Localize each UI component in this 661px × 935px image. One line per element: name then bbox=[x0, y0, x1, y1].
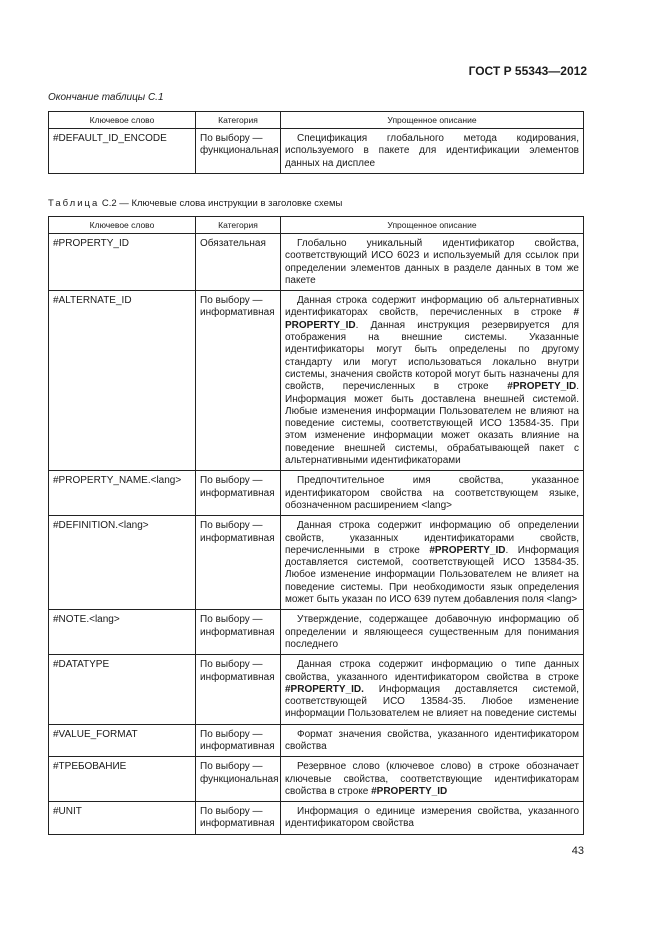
description-cell bbox=[281, 291, 584, 471]
description-bold-text: #PROPERTY_ID bbox=[371, 785, 448, 797]
category-cell: По выбору — функциональная bbox=[196, 129, 281, 174]
description-cell bbox=[281, 610, 584, 655]
column-header-category: Категория bbox=[196, 112, 281, 129]
description-text: Данная строка содержит информацию об альтернативных идентификаторах свойств, перечисленных в строке bbox=[285, 295, 579, 319]
description-cell bbox=[281, 516, 584, 610]
description-text: . Данная инструкция резервируется для отображения на внешние системы. Указанные идентификаторы могут быть определены по другому стандарту или могут использоваться локально внутри системы, значения свойств которой могут быть назначены для свойств, перечисленных в строке bbox=[285, 319, 579, 393]
category-cell: По выбору — информативная bbox=[196, 655, 281, 724]
category-cell: Обязательная bbox=[196, 234, 281, 291]
description-text: Предпочтительное имя свойства, указанное идентификатором свойства на соответствующем языке, обозначенном расширением <lang> bbox=[285, 475, 579, 511]
table-row bbox=[49, 610, 584, 655]
category-cell: По выбору — информативная bbox=[196, 291, 281, 471]
keyword-cell: #DATATYPE bbox=[49, 655, 196, 724]
table1-caption: Окончание таблицы С.1 bbox=[48, 92, 164, 103]
description-bold-text: #PROPERTY_ID bbox=[429, 544, 506, 556]
category-cell: По выбору — информативная bbox=[196, 802, 281, 835]
category-cell: По выбору — информативная bbox=[196, 471, 281, 516]
description-text: Данная строка содержит информацию о типе данных свойства, указанного идентификатором свойства в строке bbox=[285, 659, 579, 683]
table-row bbox=[49, 516, 584, 610]
table-row bbox=[49, 802, 584, 835]
keywords-table-1 bbox=[48, 111, 584, 174]
table-row bbox=[49, 471, 584, 516]
description-bold-text: # PROPERTY_ID bbox=[285, 307, 579, 331]
description-text: . Информация доставляется системой, соответствующей ИСО 13584-35. Любое изменение информации Пользователем не влияет на поведение системы. При необходимости язык определения может быть указан по ИСО 639 путем добавления поля <lang> bbox=[285, 544, 579, 606]
document-id: ГОСТ Р 55343—2012 bbox=[468, 64, 587, 78]
description-text: Утверждение, содержащее добавочную информацию об определении и являющееся существенным для понимания последнего bbox=[285, 614, 579, 650]
table-row bbox=[49, 757, 584, 802]
keywords-table-2 bbox=[48, 216, 584, 835]
description-cell bbox=[281, 129, 584, 174]
category-cell: По выбору — функциональная bbox=[196, 757, 281, 802]
description-text: Спецификация глобального метода кодирования, используемого в пакете для идентификации элементов данных на дисплее bbox=[285, 133, 579, 169]
description-text: Данная строка содержит информацию об определении свойств, указанных идентификаторами свойств, перечисленными в строке bbox=[285, 520, 579, 556]
table-row bbox=[49, 129, 584, 174]
description-cell bbox=[281, 724, 584, 757]
category-cell: По выбору — информативная bbox=[196, 516, 281, 610]
keyword-cell: #VALUE_FORMAT bbox=[49, 724, 196, 757]
keyword-cell: #ТРЕБОВАНИЕ bbox=[49, 757, 196, 802]
keyword-cell: #DEFINITION.<lang> bbox=[49, 516, 196, 610]
description-cell bbox=[281, 655, 584, 724]
description-text: Информация о единице измерения свойства, указанного идентификатором свойства bbox=[285, 806, 579, 830]
keyword-cell: #UNIT bbox=[49, 802, 196, 835]
keyword-cell: #PROPERTY_ID bbox=[49, 234, 196, 291]
table-row bbox=[49, 291, 584, 471]
description-cell bbox=[281, 757, 584, 802]
description-text: Информация доставляется системой, соответствующей ИСО 13584-35. Любое изменение информации Пользователем не влияет на поведение системы bbox=[285, 683, 579, 720]
table-row bbox=[49, 655, 584, 724]
description-text: Формат значения свойства, указанного идентификатором свойства bbox=[285, 728, 579, 752]
table-caption-prefix: Таблица bbox=[48, 198, 100, 209]
page-number: 43 bbox=[571, 845, 584, 857]
category-cell: По выбору — информативная bbox=[196, 610, 281, 655]
column-header-description: Упрощенное описание bbox=[281, 217, 584, 234]
keyword-cell: #PROPERTY_NAME.<lang> bbox=[49, 471, 196, 516]
column-header-category: Категория bbox=[196, 217, 281, 234]
table-header-row bbox=[49, 217, 584, 234]
column-header-description: Упрощенное описание bbox=[281, 112, 584, 129]
category-cell: По выбору — информативная bbox=[196, 724, 281, 757]
column-header-keyword: Ключевое слово bbox=[49, 217, 196, 234]
description-cell bbox=[281, 234, 584, 291]
description-text: Глобально уникальный идентификатор свойства, соответствующий ИСО 6023 и используемый для ссылок при определении элементов данных в разделе данных в том же пакете bbox=[285, 238, 579, 286]
keyword-cell: #ALTERNATE_ID bbox=[49, 291, 196, 471]
description-cell bbox=[281, 471, 584, 516]
description-bold-text: #PROPETY_ID bbox=[507, 381, 577, 393]
keyword-cell: #NOTE.<lang> bbox=[49, 610, 196, 655]
description-text: Резервное слово (ключевое слово) в строке обозначает ключевые свойства, соответствующие идентификаторам свойства в строке bbox=[285, 761, 579, 797]
description-bold-text: #PROPERTY_ID. bbox=[285, 683, 364, 695]
description-cell bbox=[281, 802, 584, 835]
table-caption-text: С.2 — Ключевые слова инструкции в заголовке схемы bbox=[99, 198, 343, 209]
table-row bbox=[49, 234, 584, 291]
table-row bbox=[49, 724, 584, 757]
keyword-cell: #DEFAULT_ID_ENCODE bbox=[49, 129, 196, 174]
table-header-row bbox=[49, 112, 584, 129]
table2-caption bbox=[48, 198, 342, 209]
column-header-keyword: Ключевое слово bbox=[49, 112, 196, 129]
description-text: . Информация может быть доставлена внешней системой. Любые изменения информации Пользователем не влияют на поведение системы, соответствующей ИСО 13584-35. При этом изменение информации может оказать влияние на поведение внешней системы, обрабатывающей пакет с альтернативными идентификаторами bbox=[285, 381, 579, 467]
